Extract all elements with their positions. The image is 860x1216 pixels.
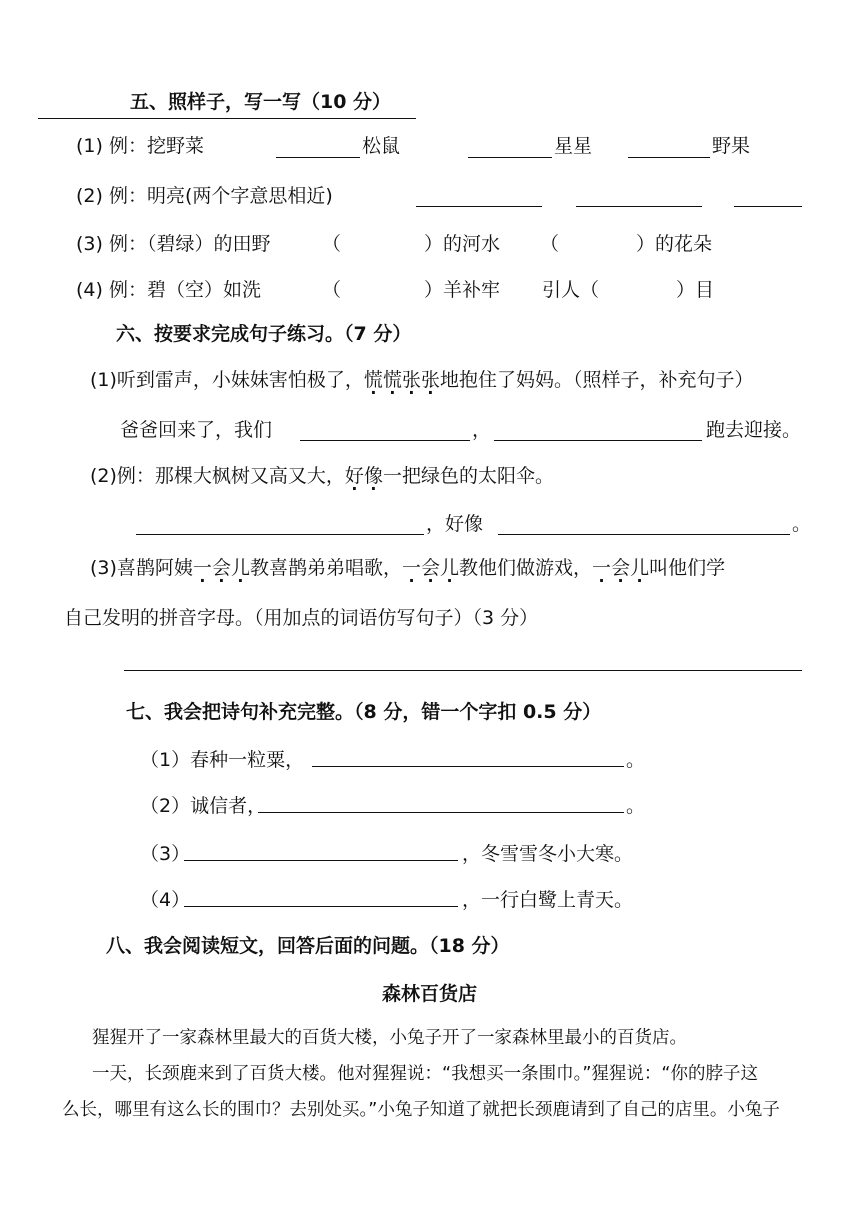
s6-q2-end: 。 xyxy=(792,513,812,535)
s7-q1-lead: （1）春种一粒粟， xyxy=(140,749,305,771)
s7-q2-blank[interactable] xyxy=(258,812,624,813)
s6-q3-part-3: 教他们做游戏， xyxy=(459,557,593,579)
s6-q2-pre: (2)例：那棵大枫树又高又大， xyxy=(90,465,345,487)
s6-q2-blank-1[interactable] xyxy=(136,534,424,535)
s6-q3-part-2: 教喜鹊弟弟唱歌， xyxy=(249,557,402,579)
story-paragraph-3: 么长，哪里有这么长的围巾？去别处买。”小兔子知道了就把长颈鹿请到了自己的店里。小兔子 xyxy=(62,1100,780,1120)
s7-q2-lead: （2）诚信者， xyxy=(140,795,267,817)
s7-q4-lead: （4） xyxy=(140,889,191,911)
s5-q4-label: (4) 例：碧（空）如洗 xyxy=(76,279,261,301)
s7-q3-lead: （3） xyxy=(140,843,191,865)
s6-q1-post: 地抱住了妈妈。（照样子，补充句子） xyxy=(439,369,754,391)
s7-q2-end: 。 xyxy=(626,795,646,817)
s6-q2-post: 一把绿色的太阳伞。 xyxy=(382,465,554,487)
emphasis-char: 张 xyxy=(420,369,440,391)
section-5-heading: 五、照样子，写一写（10 分） xyxy=(130,91,392,113)
s6-q2-blank-2[interactable] xyxy=(498,534,790,535)
s6-q1-sentence xyxy=(90,368,754,392)
s5-q1-label: (1) 例：挖野菜 xyxy=(76,135,204,157)
section-8-heading: 八、我会阅读短文，回答后面的问题。（18 分） xyxy=(106,935,510,957)
s5-q1-word-3: 野果 xyxy=(712,135,751,157)
s5-q2-blank-1[interactable] xyxy=(416,206,542,207)
s5-q4-paren-1: （ xyxy=(322,279,342,301)
s6-q1-blank-1[interactable] xyxy=(300,440,470,441)
s5-q3-paren-1-close: ）的河水 xyxy=(424,233,501,255)
s5-q2-blank-2[interactable] xyxy=(576,206,702,207)
s6-q3-part-4: 叫他们学 xyxy=(649,557,726,579)
s5-q1-blank-2[interactable] xyxy=(468,157,552,158)
emphasis-char: 好 xyxy=(344,465,364,487)
emphasis-char: 慌 xyxy=(363,369,383,391)
emphasis-char: 儿 xyxy=(230,557,250,579)
section-7-heading: 七、我会把诗句补充完整。（8 分，错一个字扣 0.5 分） xyxy=(126,701,602,723)
s7-q3-end: ，冬雪雪冬小大寒。 xyxy=(462,843,634,865)
s5-q3-label: (3) 例：（碧绿）的田野 xyxy=(76,233,271,255)
emphasis-char: 像 xyxy=(363,465,383,487)
emphasis-char: 一 xyxy=(192,557,212,579)
emphasis-char: 儿 xyxy=(630,557,650,579)
s6-q3-line-2: 自己发明的拼音字母。（用加点的词语仿写句子）（3 分） xyxy=(64,607,539,629)
s5-q1-blank-1[interactable] xyxy=(276,157,360,158)
s5-q4-paren-2-close: ）目 xyxy=(676,279,715,301)
s5-q3-paren-1: （ xyxy=(322,233,342,255)
s7-q1-blank[interactable] xyxy=(312,766,624,767)
story-paragraph-1: 猩猩开了一家森林里最大的百货大楼，小兔子开了一家森林里最小的百货店。 xyxy=(92,1028,687,1048)
s7-q4-end: ，一行白鹭上青天。 xyxy=(462,889,634,911)
emphasis-char: 儿 xyxy=(440,557,460,579)
s6-q2-dotted-word xyxy=(345,465,383,487)
s6-q1-blank-2[interactable] xyxy=(494,440,702,441)
s5-q4-paren-2: 引人（ xyxy=(542,279,600,301)
s7-q3-blank[interactable] xyxy=(184,860,458,861)
s5-q4-paren-1-close: ）羊补牢 xyxy=(424,279,501,301)
emphasis-char: 一 xyxy=(401,557,421,579)
emphasis-char: 会 xyxy=(421,557,441,579)
s5-q2-label: (2) 例：明亮(两个字意思相近) xyxy=(76,185,333,207)
emphasis-char: 慌 xyxy=(382,369,402,391)
s7-q1-end: 。 xyxy=(626,749,646,771)
s6-q1-pre: (1)听到雷声，小妹妹害怕极了， xyxy=(90,369,364,391)
section-6-heading: 六、按要求完成句子练习。（7 分） xyxy=(116,323,412,345)
s6-q1-dotted-word xyxy=(364,369,440,391)
s6-q1-comma: ， xyxy=(472,419,492,441)
story-paragraph-2: 一天，长颈鹿来到了百货大楼。他对猩猩说：“我想买一条围巾。”猩猩说：“你的脖子这 xyxy=(92,1064,758,1084)
heading-underline xyxy=(38,118,416,119)
s5-q2-blank-3[interactable] xyxy=(734,206,802,207)
s5-q3-paren-2: （ xyxy=(540,233,560,255)
s5-q1-word-1: 松鼠 xyxy=(362,135,401,157)
emphasis-char: 一 xyxy=(592,557,612,579)
s5-q1-blank-3[interactable] xyxy=(628,157,710,158)
s6-q3-dotted-1 xyxy=(193,557,250,579)
s6-q3-dotted-2 xyxy=(402,557,459,579)
s5-q1-word-2: 星星 xyxy=(554,135,593,157)
emphasis-char: 会 xyxy=(611,557,631,579)
s7-q4-blank[interactable] xyxy=(184,906,458,907)
s6-q3-answer-line[interactable] xyxy=(124,670,802,671)
story-title: 森林百货店 xyxy=(382,983,478,1005)
s6-q1-answer-end: 跑去迎接。 xyxy=(706,419,802,441)
s6-q3-dotted-3 xyxy=(592,557,649,579)
s6-q3-part-1: (3)喜鹊阿姨 xyxy=(90,557,193,579)
emphasis-char: 张 xyxy=(401,369,421,391)
emphasis-char: 会 xyxy=(211,557,231,579)
s5-q3-paren-2-close: ）的花朵 xyxy=(636,233,713,255)
s6-q1-answer-lead: 爸爸回来了，我们 xyxy=(120,419,273,441)
s6-q2-sentence xyxy=(90,464,554,488)
s6-q2-mid: ，好像 xyxy=(426,513,484,535)
s6-q3-sentence xyxy=(90,556,725,580)
